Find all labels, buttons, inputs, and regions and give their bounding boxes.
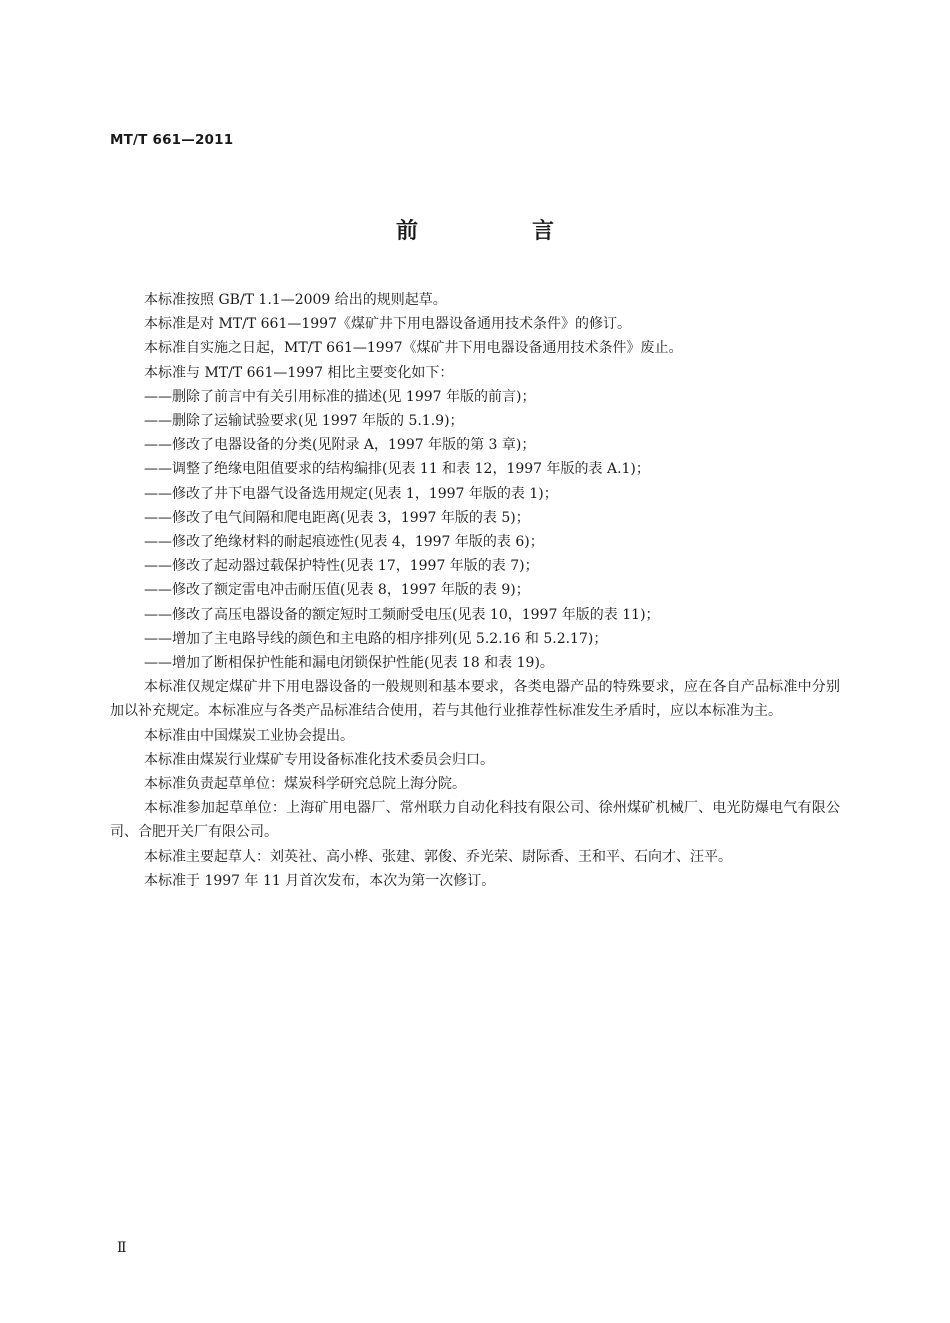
- change-list-item: ——修改了井下电器气设备选用规定(见表 1，1997 年版的表 1)；: [144, 485, 558, 502]
- change-list-item: ——修改了高压电器设备的额定短时工频耐受电压(见表 10，1997 年版的表 11)；: [144, 606, 660, 623]
- change-list-item: ——修改了起动器过载保护特性(见表 17，1997 年版的表 7)；: [144, 558, 539, 575]
- change-list-item: ——删除了运输试验要求(见 1997 年版的 5.1.9)；: [144, 413, 464, 430]
- change-list-item: ——增加了主电路导线的颜色和主电路的相序排列(见 5.2.16 和 5.2.17)；: [144, 630, 608, 647]
- change-list-item: ——增加了断相保护性能和漏电闭锁保护性能(见表 18 和表 19)。: [144, 655, 554, 672]
- paragraph: 本标准参加起草单位：上海矿用电器厂、常州联力自动化科技有限公司、徐州煤矿机械厂、电光防爆电气有限公司、合肥开关厂有限公司。: [110, 800, 840, 841]
- foreword-body: [110, 288, 840, 893]
- paragraph: 本标准由中国煤炭工业协会提出。: [144, 727, 354, 744]
- paragraph: 本标准由煤炭行业煤矿专用设备标准化技术委员会归口。: [144, 751, 494, 768]
- change-list-item: ——修改了额定雷电冲击耐压值(见表 8，1997 年版的表 9)；: [144, 582, 530, 599]
- change-list-item: ——调整了绝缘电阻值要求的结构编排(见表 11 和表 12，1997 年版的表 A.1)；: [144, 461, 650, 478]
- page-number: Ⅱ: [117, 1240, 127, 1256]
- page-title: 前 言: [395, 219, 600, 244]
- paragraph: 本标准于 1997 年 11 月首次发布，本次为第一次修订。: [144, 872, 496, 889]
- change-list-item: ——修改了电器设备的分类(见附录 A，1997 年版的第 3 章)；: [144, 437, 536, 454]
- change-list-item: ——修改了绝缘材料的耐起痕迹性(见表 4，1997 年版的表 6)；: [144, 534, 544, 551]
- paragraph: 本标准主要起草人：刘英社、高小桦、张建、郭俊、乔光荣、尉际香、王和平、石向才、汪平。: [144, 848, 732, 865]
- paragraph: 本标准仅规定煤矿井下用电器设备的一般规则和基本要求，各类电器产品的特殊要求，应在各自产品标准中分别加以补充规定。本标准应与各类产品标准结合使用，若与其他行业推荐性标准发生矛盾时，应以本标准为主。: [110, 679, 840, 720]
- paragraph: 本标准自实施之日起，MT/T 661—1997《煤矿井下用电器设备通用技术条件》废止。: [144, 340, 683, 357]
- paragraph: 本标准是对 MT/T 661—1997《煤矿井下用电器设备通用技术条件》的修订。: [144, 316, 631, 333]
- change-list-item: ——删除了前言中有关引用标准的描述(见 1997 年版的前言)；: [144, 388, 536, 405]
- paragraph: 本标准与 MT/T 661—1997 相比主要变化如下：: [144, 364, 454, 381]
- standard-code: MT/T 661—2011: [110, 132, 234, 148]
- change-list-item: ——修改了电气间隔和爬电距离(见表 3，1997 年版的表 5)；: [144, 509, 530, 526]
- paragraph: 本标准负责起草单位：煤炭科学研究总院上海分院。: [144, 776, 466, 793]
- paragraph: 本标准按照 GB/T 1.1—2009 给出的规则起草。: [144, 292, 447, 308]
